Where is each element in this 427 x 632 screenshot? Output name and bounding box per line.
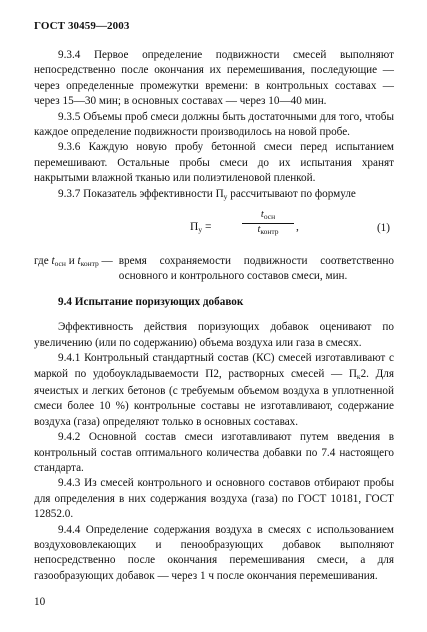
formula-numerator	[242, 210, 294, 222]
paragraph-9-4-1	[34, 351, 394, 430]
page-number: 10	[34, 596, 46, 608]
paragraph-9-4-4: 9.4.4 Определение содержания воздуха в смесях с использованием воздухововлекающих и пенообразующих добавок выполняют непосредственно после окончания перемешивания смеси, а для газообразующих добавок — через 1 ч после окончания перемешивания.	[34, 523, 394, 582]
paragraph-9-3-6: 9.3.6 Каждую новую пробу бетонной смеси перед испытанием перемешивают. Остальные пробы смеси до их испытания хранят накрытыми влажной тканью или полиэтиленовой пленкой.	[34, 141, 394, 185]
paragraph-9-3-7-subscript: у	[223, 191, 228, 201]
formula-lhs-subscript: у	[198, 225, 203, 235]
legend-t2-subscript: контр	[80, 259, 99, 269]
legend-symbols	[34, 254, 119, 285]
paragraph-9-4-2: 9.4.2 Основной состав смеси изготавливают путем введения в контрольный состав оптимального количества добавки по 7.4 настоящего стандарта.	[34, 431, 394, 474]
paragraph-9-3-7	[34, 187, 394, 204]
paragraph-9-4-1-subscript: к	[356, 371, 361, 381]
numerator-variable: t	[260, 209, 264, 221]
paragraph-9-4-intro: Эффективность действия поризующих добавок оценивают по увеличению (или по содержанию) объема воздуха или газа в смесях.	[34, 321, 394, 349]
formula-lhs	[190, 222, 211, 234]
formula-lhs-symbol: П	[190, 221, 199, 234]
formula-equals: =	[202, 221, 212, 234]
legend-description: время сохраняемости подвижности соответственно основного и контрольного составов смеси, мин.	[118, 255, 394, 283]
legend-t1-subscript: осн	[54, 259, 66, 269]
formula-comma: ,	[296, 221, 299, 234]
section-title-9-4: 9.4 Испытание поризующих добавок	[58, 295, 244, 308]
legend-prefix: где	[34, 255, 52, 268]
formula-1	[34, 208, 394, 248]
fraction-bar	[242, 223, 294, 224]
equation-number: (1)	[376, 222, 390, 235]
paragraph-9-3-5: 9.3.5 Объемы проб смеси должны быть достаточными для того, чтобы каждое определение подвижности производилось на новой пробе.	[34, 110, 394, 139]
paragraph-9-4-1-text: 9.4.1 Контрольный стандартный состав (КС) смесей изготавливают с маркой по удобоукладываемости П2, растворных смесей — П	[34, 352, 394, 380]
document-body	[34, 48, 394, 584]
formula-fraction	[242, 210, 294, 235]
paragraph-9-4-3: 9.4.3 Из смесей контрольного и основного составов отбирают пробы для определения в них содержания воздуха (газа) по ГОСТ 10181, ГОСТ 12852.0.	[34, 477, 394, 521]
paragraph-9-3-7-tail: рассчитывают по формуле	[227, 187, 356, 200]
numerator-subscript: осн	[263, 212, 276, 222]
legend-and: и	[65, 255, 78, 268]
paragraph-9-3-7-text: 9.3.7 Показатель эффективности П	[58, 187, 224, 200]
legend-t1: t	[51, 255, 55, 268]
paragraph-9-4-1-tail: 2. Для ячеистых и легких бетонов (с требуемым объемом воздуха в уплотненной смеси более 10 %) контрольные составы не изготавливают, содержание воздуха (газа) определяют только в основных составах.	[34, 367, 394, 428]
legend-t2: t	[77, 255, 81, 268]
paragraph-9-3-4: 9.3.4 Первое определение подвижности смесей выполняют непосредственно после окончания их перемешивания, последующие — через определенные промежутки времени: в контрольных составах — через 15—30 мин; в основных составах — через 10—40 мин.	[34, 49, 394, 108]
formula-denominator	[242, 225, 294, 236]
legend-dash: —	[98, 255, 113, 268]
denominator-variable: t	[257, 223, 261, 235]
standard-header: ГОСТ 30459—2003	[34, 20, 130, 32]
denominator-subscript: контр	[260, 226, 279, 236]
formula-legend	[34, 254, 394, 285]
